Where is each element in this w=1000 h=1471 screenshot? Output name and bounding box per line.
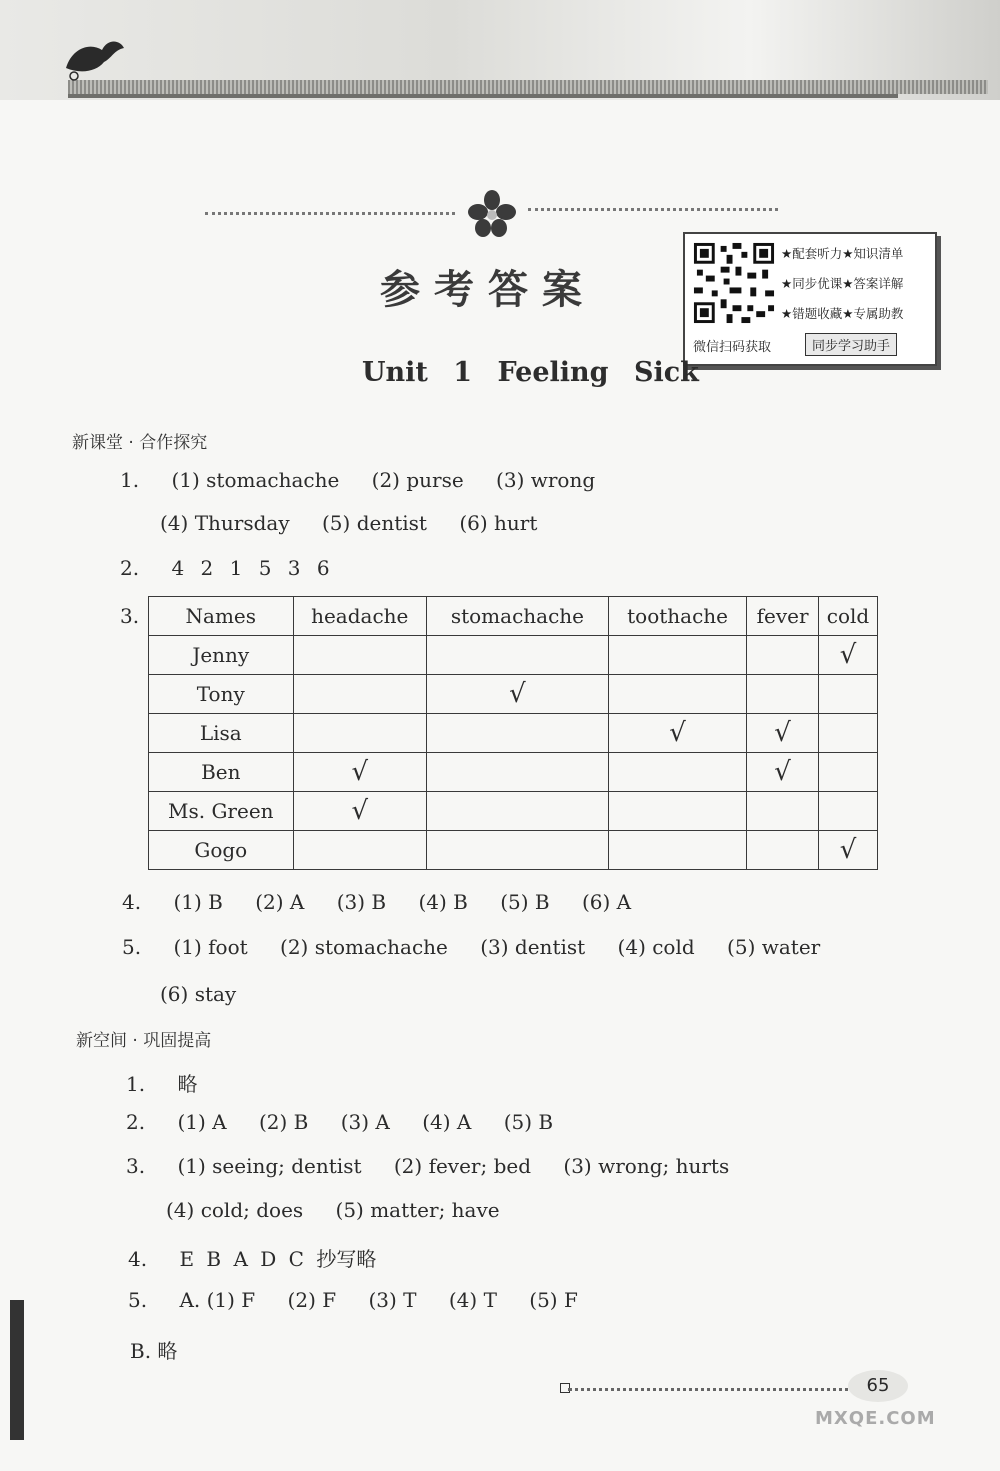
ornament-rule-right bbox=[528, 208, 778, 211]
row-name: Ms. Green bbox=[149, 792, 294, 831]
s2-q2-num: 2. bbox=[126, 1110, 146, 1134]
tick-cell bbox=[608, 831, 746, 870]
s1-q4-a4: (4) B bbox=[418, 890, 468, 914]
tick-cell: √ bbox=[293, 792, 426, 831]
row-name: Jenny bbox=[149, 636, 294, 675]
tick-cell bbox=[426, 792, 608, 831]
s1-q5-a5: (5) water bbox=[727, 935, 821, 959]
s2-q3-a1: (1) seeing; dentist bbox=[177, 1154, 362, 1178]
s2-q2-a1: (1) A bbox=[177, 1110, 227, 1134]
s2-q3-num: 3. bbox=[126, 1154, 146, 1178]
s2-q5-a4: (4) T bbox=[448, 1288, 497, 1312]
s1-q4-a2: (2) A bbox=[255, 890, 305, 914]
s2-q2-a3: (3) A bbox=[340, 1110, 390, 1134]
s1-q1-a4: (4) Thursday bbox=[160, 511, 290, 535]
s2-q3-row2 bbox=[166, 1198, 526, 1222]
table-header: cold bbox=[818, 597, 877, 636]
s1-q4-num: 4. bbox=[122, 890, 142, 914]
tick-cell bbox=[747, 675, 819, 714]
s2-q4-num: 4. bbox=[128, 1247, 148, 1271]
tick-cell: √ bbox=[747, 714, 819, 753]
ornament-rule-left bbox=[205, 212, 455, 215]
s1-q1-row2 bbox=[160, 511, 563, 535]
s1-q5-num: 5. bbox=[122, 935, 142, 959]
tick-cell bbox=[293, 714, 426, 753]
s2-q3-a4: (4) cold; does bbox=[166, 1198, 304, 1222]
s2-q1 bbox=[126, 1068, 223, 1097]
s2-q5-row-b: B. 略 bbox=[130, 1339, 178, 1363]
tick-cell bbox=[608, 792, 746, 831]
tick-cell: √ bbox=[608, 714, 746, 753]
table-row bbox=[149, 831, 878, 870]
table-row bbox=[149, 792, 878, 831]
s2-q5-num: 5. bbox=[128, 1288, 148, 1312]
tick-cell bbox=[293, 831, 426, 870]
s1-q5-a1: (1) foot bbox=[173, 935, 248, 959]
s1-q5-a2: (2) stomachache bbox=[280, 935, 448, 959]
row-name: Ben bbox=[149, 753, 294, 792]
s1-q4-a5: (5) B bbox=[500, 890, 550, 914]
footer-rule bbox=[568, 1388, 868, 1391]
tick-cell bbox=[426, 753, 608, 792]
table-header: fever bbox=[747, 597, 819, 636]
s1-q4-a1: (1) B bbox=[173, 890, 223, 914]
s1-q1-a2: (2) purse bbox=[371, 468, 464, 492]
header-rule bbox=[68, 80, 988, 94]
qr-panel[interactable] bbox=[683, 232, 937, 366]
s1-q5-row1 bbox=[122, 935, 846, 959]
unit-title: Unit 1 Feeling Sick bbox=[362, 357, 699, 388]
table-header: Names bbox=[149, 597, 294, 636]
s2-q2-a4: (4) A bbox=[422, 1110, 472, 1134]
row-name: Lisa bbox=[149, 714, 294, 753]
page-edge-shadow bbox=[10, 1300, 24, 1440]
s1-q3-num: 3. bbox=[120, 604, 140, 628]
tick-cell bbox=[818, 675, 877, 714]
tick-cell: √ bbox=[747, 753, 819, 792]
table-header: toothache bbox=[608, 597, 746, 636]
s1-q1-row1 bbox=[120, 468, 621, 492]
s1-q2-num: 2. bbox=[120, 556, 140, 580]
tick-cell bbox=[608, 675, 746, 714]
s2-q3-a3: (3) wrong; hurts bbox=[563, 1154, 730, 1178]
s2-q5-row-a bbox=[128, 1288, 604, 1312]
watermark: MXQE.COM bbox=[815, 1408, 936, 1429]
table-row bbox=[149, 753, 878, 792]
s1-q5-row2 bbox=[160, 982, 262, 1006]
qr-line-1: ★配套听力★知识清单 bbox=[781, 246, 904, 261]
page-number: 65 bbox=[848, 1370, 908, 1402]
tick-cell: √ bbox=[426, 675, 608, 714]
s2-q5-a2: (2) F bbox=[287, 1288, 337, 1312]
tick-cell bbox=[747, 792, 819, 831]
s1-q1-a1: (1) stomachache bbox=[171, 468, 340, 492]
tick-cell: √ bbox=[818, 831, 877, 870]
tick-cell bbox=[426, 714, 608, 753]
s1-q1-a5: (5) dentist bbox=[322, 511, 427, 535]
tick-cell bbox=[818, 714, 877, 753]
qr-scan-text: 微信扫码获取 bbox=[693, 340, 772, 355]
s2-q4-answer: E B A D C 抄写略 bbox=[179, 1247, 377, 1271]
table-row bbox=[149, 675, 878, 714]
tick-cell: √ bbox=[293, 753, 426, 792]
s2-q5-a1: A. (1) F bbox=[179, 1288, 256, 1312]
tick-cell bbox=[426, 831, 608, 870]
tick-cell bbox=[293, 636, 426, 675]
s2-q3-a5: (5) matter; have bbox=[335, 1198, 500, 1222]
s1-q2-answer: 4 2 1 5 3 6 bbox=[171, 556, 330, 580]
s2-q5-a3: (3) T bbox=[368, 1288, 417, 1312]
tick-cell bbox=[293, 675, 426, 714]
section-2-heading: 新空间 · 巩固提高 bbox=[76, 1031, 212, 1051]
tick-cell bbox=[747, 636, 819, 675]
row-name: Tony bbox=[149, 675, 294, 714]
s1-q2 bbox=[120, 556, 356, 580]
s1-q4-a6: (6) A bbox=[581, 890, 632, 914]
tick-cell bbox=[608, 753, 746, 792]
header-rule-dark bbox=[68, 94, 898, 98]
table-header-row bbox=[149, 597, 878, 636]
qr-line-2: ★同步优课★答案详解 bbox=[781, 276, 904, 291]
section-1-heading: 新课堂 · 合作探究 bbox=[72, 433, 208, 453]
s2-q2-a2: (2) B bbox=[258, 1110, 309, 1134]
s2-q4 bbox=[128, 1243, 402, 1272]
illness-table bbox=[148, 596, 878, 870]
s1-q1-num: 1. bbox=[120, 468, 140, 492]
bird-icon bbox=[62, 28, 126, 84]
page-title: 参考答案 bbox=[380, 267, 596, 313]
qr-line-3: ★错题收藏★专属助教 bbox=[781, 306, 904, 321]
tick-cell bbox=[608, 636, 746, 675]
s2-q1-answer: 略 bbox=[177, 1072, 198, 1096]
s1-q1-a3: (3) wrong bbox=[496, 468, 596, 492]
flower-icon bbox=[468, 190, 516, 238]
tick-cell bbox=[747, 831, 819, 870]
qr-helper-label: 同步学习助手 bbox=[805, 333, 897, 356]
table-row bbox=[149, 636, 878, 675]
tick-cell bbox=[818, 753, 877, 792]
s1-q4 bbox=[122, 890, 657, 914]
row-name: Gogo bbox=[149, 831, 294, 870]
s1-q1-a6: (6) hurt bbox=[459, 511, 538, 535]
table-header: headache bbox=[293, 597, 426, 636]
s1-q5-a3: (3) dentist bbox=[480, 935, 586, 959]
s1-q4-a3: (3) B bbox=[336, 890, 387, 914]
s2-q1-num: 1. bbox=[126, 1072, 146, 1096]
qr-code-icon[interactable] bbox=[691, 240, 777, 326]
s2-q3-a2: (2) fever; bed bbox=[393, 1154, 532, 1178]
s1-q5-a4: (4) cold bbox=[617, 935, 695, 959]
tick-cell bbox=[426, 636, 608, 675]
s2-q5-a5: (5) F bbox=[529, 1288, 578, 1312]
tick-cell bbox=[818, 792, 877, 831]
s1-q5-a6: (6) stay bbox=[160, 982, 237, 1006]
s2-q3-row1 bbox=[126, 1154, 755, 1178]
tick-cell: √ bbox=[818, 636, 877, 675]
table-header: stomachache bbox=[426, 597, 608, 636]
table-row bbox=[149, 714, 878, 753]
s2-q2-a5: (5) B bbox=[503, 1110, 554, 1134]
s2-q2 bbox=[126, 1110, 579, 1134]
